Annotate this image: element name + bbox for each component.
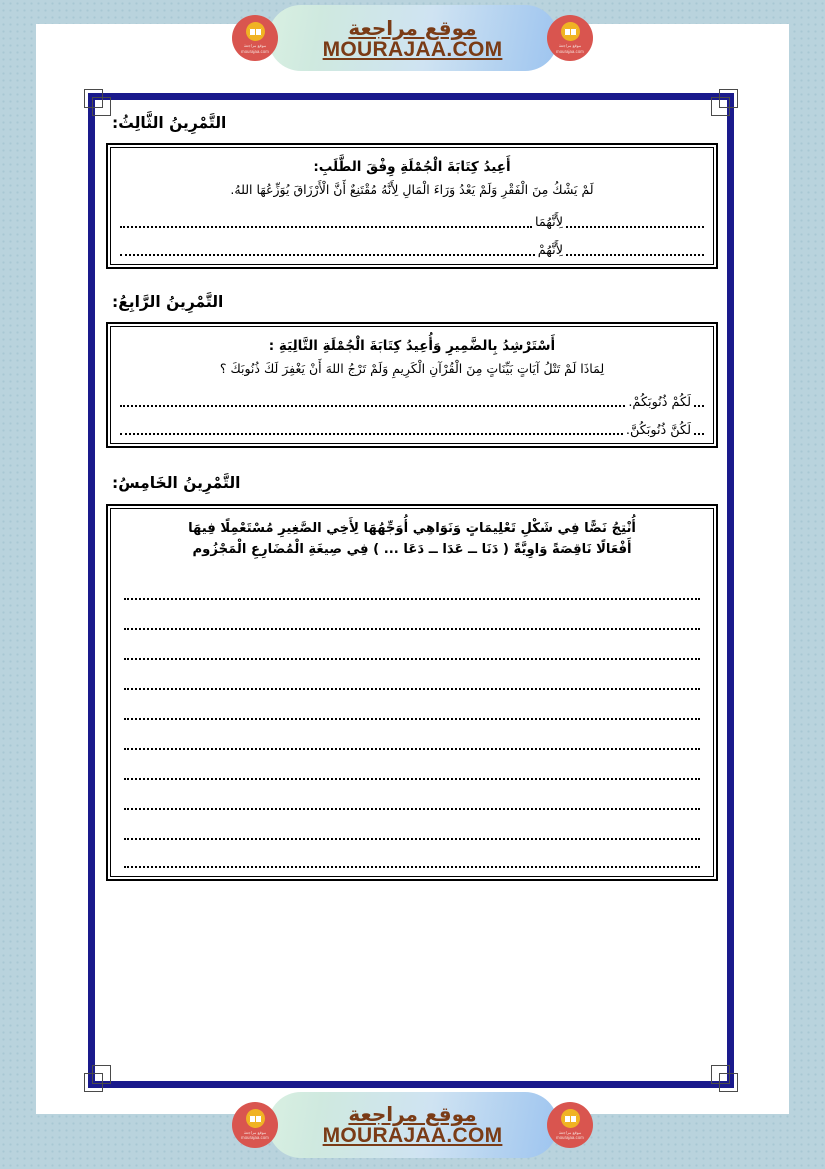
- writing-line[interactable]: [124, 780, 700, 810]
- exercise-5-prompt-line: أَفْعَالًا نَاقِصَةً وَاوِيَّةً ( دَنَا ــ عَدَا ــ دَعَا ... ) فِي صِيغَةِ الْمُضَارِعِ الْمَجْزُوم: [192, 541, 632, 557]
- book-icon: [561, 22, 580, 41]
- logo-subtitle-arabic: موقع مراجعة: [558, 43, 582, 49]
- logo-subtitle-url: mourajaa.com: [241, 1135, 269, 1140]
- logo-subtitle-arabic: موقع مراجعة: [243, 1129, 267, 1135]
- exercise-5-box: [106, 504, 718, 882]
- exercise-4-box: [106, 322, 718, 448]
- writing-line[interactable]: [124, 690, 700, 720]
- footer-logo-left: [232, 1102, 278, 1148]
- writing-line[interactable]: [124, 660, 700, 690]
- exercise-3-answer-row[interactable]: [120, 234, 704, 259]
- writing-line[interactable]: [124, 630, 700, 660]
- writing-line[interactable]: [124, 600, 700, 630]
- exercise-4-box-inner: [110, 326, 714, 444]
- worksheet-content: [106, 112, 718, 881]
- footer-branding-band: [0, 1082, 825, 1169]
- exercise-5-box-inner: [110, 508, 714, 878]
- header-logo-right: [547, 15, 593, 61]
- exercise-3-answer-row[interactable]: [120, 206, 704, 231]
- exercise-4-title: التَّمْرِينُ الرَّابِعُ:: [112, 293, 224, 312]
- exercise-3-box: [106, 143, 718, 269]
- book-icon: [561, 1109, 580, 1128]
- writing-line[interactable]: [124, 750, 700, 780]
- header-brand-text: [322, 15, 503, 61]
- exercise-5-prompt-line: أُنْتِجُ نَصًّا فِي شَكْلِ تَعْلِيمَاتٍ وَنَوَاهِي أُوَجِّهُهَا لِأَخِي الصَّغِيرِ مُسْتَعْمِلًا فِيهَا: [188, 520, 636, 536]
- answer-cue-word: لِأَنَّهُمْ: [537, 243, 563, 259]
- exercise-3-box-inner: [110, 147, 714, 265]
- brand-arabic-title: موقع مراجعة: [348, 1102, 477, 1127]
- exercise-4-answer-row[interactable]: [120, 385, 704, 410]
- dotted-write-space[interactable]: [120, 211, 532, 228]
- book-icon: [246, 22, 265, 41]
- logo-subtitle-url: mourajaa.com: [556, 48, 584, 54]
- logo-subtitle-arabic: موقع مراجعة: [558, 1129, 582, 1135]
- dotted-write-space[interactable]: [120, 418, 623, 435]
- header-logo-left: [232, 15, 278, 61]
- writing-line[interactable]: [124, 720, 700, 750]
- answer-cue-word: لِأَنَّهُمَا: [534, 215, 563, 231]
- exercise-3-title: التَّمْرِينُ الثَّالِثُ:: [112, 114, 227, 132]
- brand-url[interactable]: MOURAJAA.COM: [322, 1124, 503, 1148]
- dotted-write-space[interactable]: [120, 239, 535, 256]
- dotted-write-space[interactable]: [120, 390, 625, 407]
- answer-cue-word: لَكُنَّ ذُنُوبَكُنَّ.: [625, 422, 691, 438]
- logo-subtitle-url: mourajaa.com: [241, 48, 269, 54]
- exercise-5-prompt: [120, 518, 704, 561]
- header-brand-inner: [200, 3, 625, 75]
- header-branding-band: [0, 0, 825, 78]
- dotted-lead: [694, 390, 704, 407]
- footer-brand-text: [323, 1104, 503, 1147]
- book-icon: [246, 1109, 265, 1128]
- exercise-4-prompt: أَسْتَرْشِدُ بِالضَّمِيرِ وَأُعِيدُ كِتَابَةَ الْجُمْلَةِ التَّالِيَةِ :: [268, 338, 556, 355]
- dotted-lead: [566, 239, 704, 256]
- exercise-3-sentence: لَمْ يَشْكُ مِنَ الْفَقْرِ وَلَمْ يَعْدُ وَرَاءَ الْمَالِ لِأَنَّهُ مُقْتَنِعٌ أَنَّ الْأَرْزَاقَ يُوَزِّعُهَا اللهُ.: [230, 182, 594, 198]
- dotted-lead: [566, 211, 704, 228]
- footer-logo-right: [547, 1102, 593, 1148]
- footer-brand-inner: [200, 1090, 625, 1162]
- exercise-5-title: التَّمْرِينُ الخَامِسُ:: [112, 474, 241, 493]
- brand-arabic-title: موقع مراجعة: [348, 15, 477, 40]
- answer-cue-word: لَكُمْ ذُنُوبَكُمْ.: [628, 394, 691, 410]
- writing-line[interactable]: [124, 570, 700, 600]
- dotted-lead: [694, 418, 704, 435]
- brand-url[interactable]: MOURAJAA.COM: [322, 37, 503, 61]
- exercise-4-sentence: لِمَاذَا لَمْ تَتْلُ آيَاتٍ بَيِّنَاتٍ مِنَ الْقُرْآنِ الْكَرِيمِ وَلَمْ تَرْجُ اللهَ أَنْ يَغْفِرَ لَكَ ذُنُوبَكَ ؟: [219, 361, 605, 377]
- exercise-3-prompt: أَعِيدُ كِتَابَةَ الْجُمْلَةِ وِفْقَ الطَّلَبِ:: [313, 159, 511, 176]
- logo-subtitle-arabic: موقع مراجعة: [243, 43, 267, 49]
- writing-line[interactable]: [124, 840, 700, 868]
- exercise-4-answer-row[interactable]: [120, 413, 704, 438]
- writing-line[interactable]: [124, 810, 700, 840]
- exercise-5-writing-area[interactable]: [120, 560, 704, 868]
- logo-subtitle-url: mourajaa.com: [556, 1135, 584, 1140]
